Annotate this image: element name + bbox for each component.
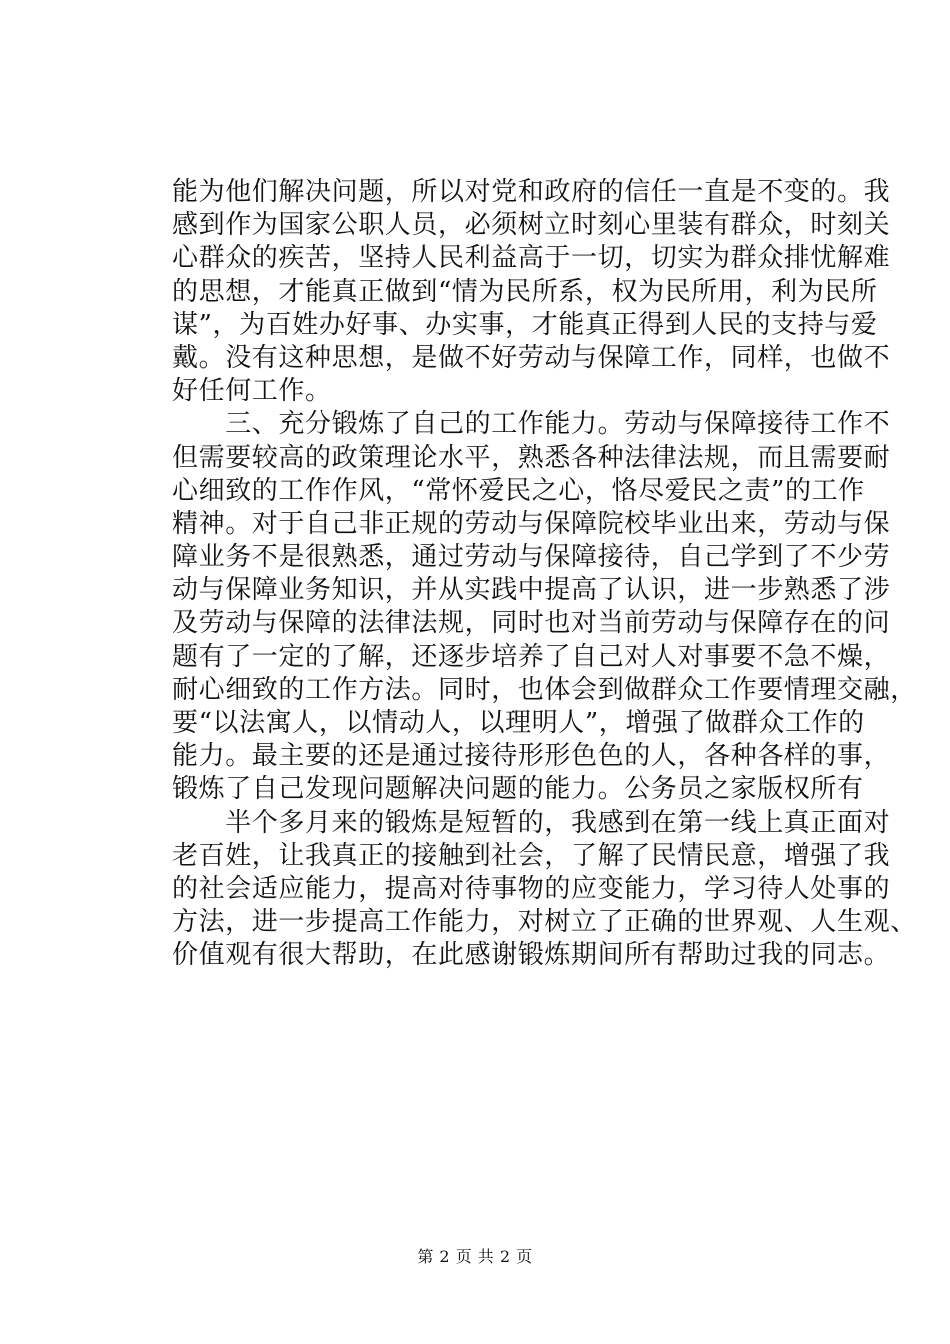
page-number-footer: 第 2 页 共 2 页: [417, 1247, 533, 1266]
text-line: 及劳动与保障的法律法规，同时也对当前劳动与保障存在的问: [172, 608, 891, 639]
body-text: [172, 176, 917, 973]
text-line: 锻炼了自己发现问题解决问题的能力。公务员之家版权所有: [172, 774, 864, 805]
text-line: 老百姓，让我真正的接触到社会，了解了民情民意，增强了我: [172, 840, 891, 871]
text-line: 心群众的疾苦，坚持人民利益高于一切，切实为群众排忧解难: [172, 243, 891, 274]
text-line: 价值观有很大帮助，在此感谢锻炼期间所有帮助过我的同志。: [172, 940, 891, 971]
text-line: 耐心细致的工作方法。同时，也体会到做群众工作要情理交融，: [172, 674, 917, 705]
text-line: 障业务不是很熟悉，通过劳动与保障接待，自己学到了不少劳: [172, 542, 891, 573]
text-line: 谋”，为百姓办好事、办实事，才能真正得到人民的支持与爱: [172, 309, 878, 340]
text-line: 能力。最主要的还是通过接待形形色色的人，各种各样的事，: [172, 741, 891, 772]
text-line: 但需要较高的政策理论水平，熟悉各种法律法规，而且需要耐: [172, 442, 891, 473]
text-line: 题有了一定的了解，还逐步培养了自己对人对事要不急不燥，: [172, 641, 891, 672]
text-line: 好任何工作。: [172, 376, 332, 407]
text-line: 三、充分锻炼了自己的工作能力。劳动与保障接待工作不: [172, 409, 891, 440]
text-line: 半个多月来的锻炼是短暂的，我感到在第一线上真正面对: [172, 807, 891, 838]
text-line: 心细致的工作作风，“常怀爱民之心，恪尽爱民之责”的工作: [172, 475, 865, 506]
text-line: 的社会适应能力，提高对待事物的应变能力，学习待人处事的: [172, 873, 891, 904]
text-line: 感到作为国家公职人员，必须树立时刻心里装有群众，时刻关: [172, 210, 891, 241]
text-line: 方法，进一步提高工作能力，对树立了正确的世界观、人生观、: [172, 907, 917, 938]
text-line: 精神。对于自己非正规的劳动与保障院校毕业出来，劳动与保: [172, 508, 891, 539]
text-line: 要“以法寓人，以情动人，以理明人”，增强了做群众工作的: [172, 708, 865, 738]
text-line: 能为他们解决问题，所以对党和政府的信任一直是不变的。我: [172, 177, 891, 207]
text-line: 的思想，才能真正做到“情为民所系，权为民所用，利为民所: [172, 276, 878, 307]
text-line: 动与保障业务知识，并从实践中提高了认识，进一步熟悉了涉: [172, 575, 891, 606]
text-line: 戴。没有这种思想，是做不好劳动与保障工作，同样，也做不: [172, 342, 891, 373]
